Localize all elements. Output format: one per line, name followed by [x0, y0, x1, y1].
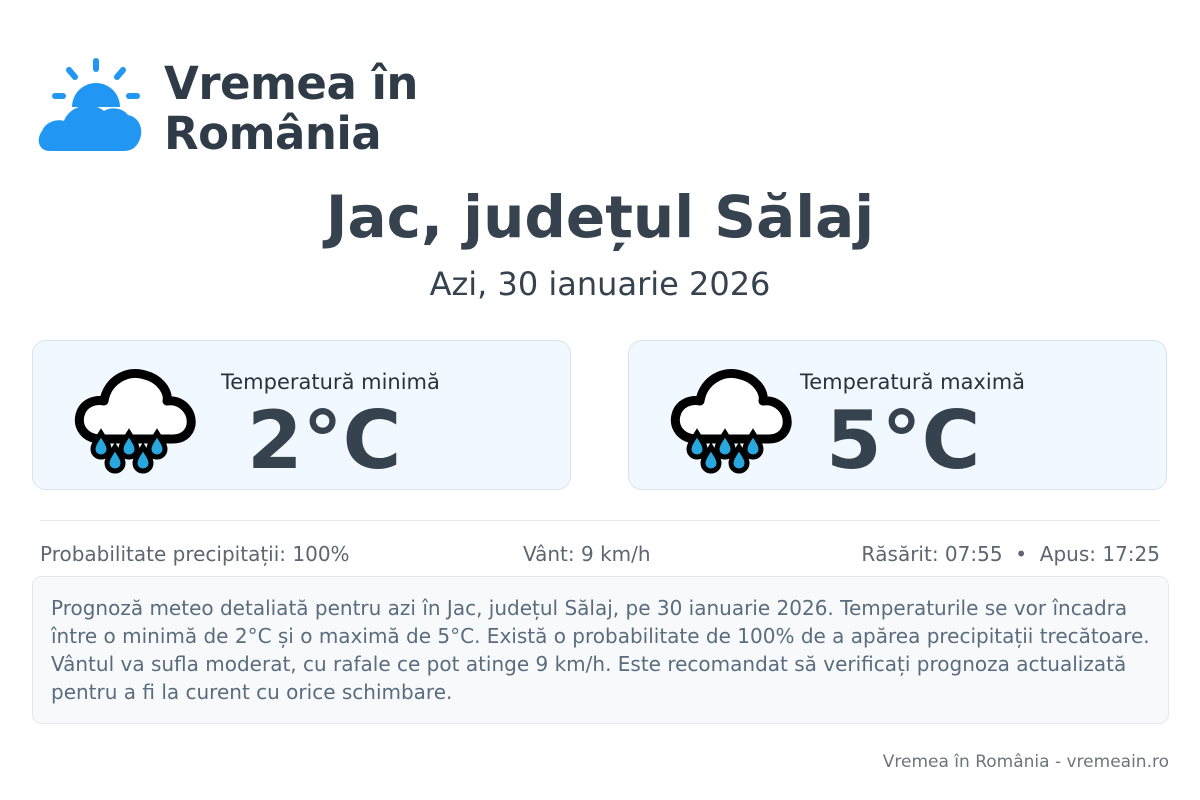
forecast-description: Prognoză meteo detaliată pentru azi în Jac, județul Sălaj, pe 30 ianuarie 2026. Temperaturile se vor încadra între o minimă de 2°C și o maximă de 5°C. Există o probabilitate de 100% de a apărea precipitații trecătoare. Vântul va sufla moderat, cu rafale ce pot atinge 9 km/h. Este recomandat să verificați prognoza actualizată pentru a fi la curent cu orice schimbare. — [32, 576, 1169, 724]
brand-logo[interactable] — [36, 55, 436, 160]
brand-line-1: Vremea în — [164, 57, 418, 110]
rain-cloud-icon — [71, 357, 201, 475]
stats-row — [40, 540, 1160, 568]
max-temp-card — [628, 340, 1167, 490]
min-temp-card — [32, 340, 571, 490]
max-temp-value: 5°C — [826, 394, 981, 487]
min-temp-value: 2°C — [247, 394, 402, 487]
wind-stat: Vânt: 9 km/h — [523, 542, 651, 566]
sun-cloud-icon — [36, 55, 146, 155]
brand-name — [164, 59, 418, 159]
max-temp-label: Temperatură maximă — [800, 370, 1026, 394]
divider — [40, 520, 1160, 521]
min-temp-label: Temperatură minimă — [221, 370, 440, 394]
page-title: Jac, județul Sălaj — [325, 183, 875, 251]
date-subtitle: Azi, 30 ianuarie 2026 — [429, 265, 771, 303]
footer-credit[interactable]: Vremea în România - vremeain.ro — [882, 752, 1169, 772]
brand-line-2: România — [164, 107, 382, 160]
rain-cloud-icon — [667, 357, 797, 475]
sunrise-sunset-stat: Răsărit: 07:55 • Apus: 17:25 — [861, 542, 1160, 566]
precipitation-stat: Probabilitate precipitații: 100% — [40, 542, 350, 566]
